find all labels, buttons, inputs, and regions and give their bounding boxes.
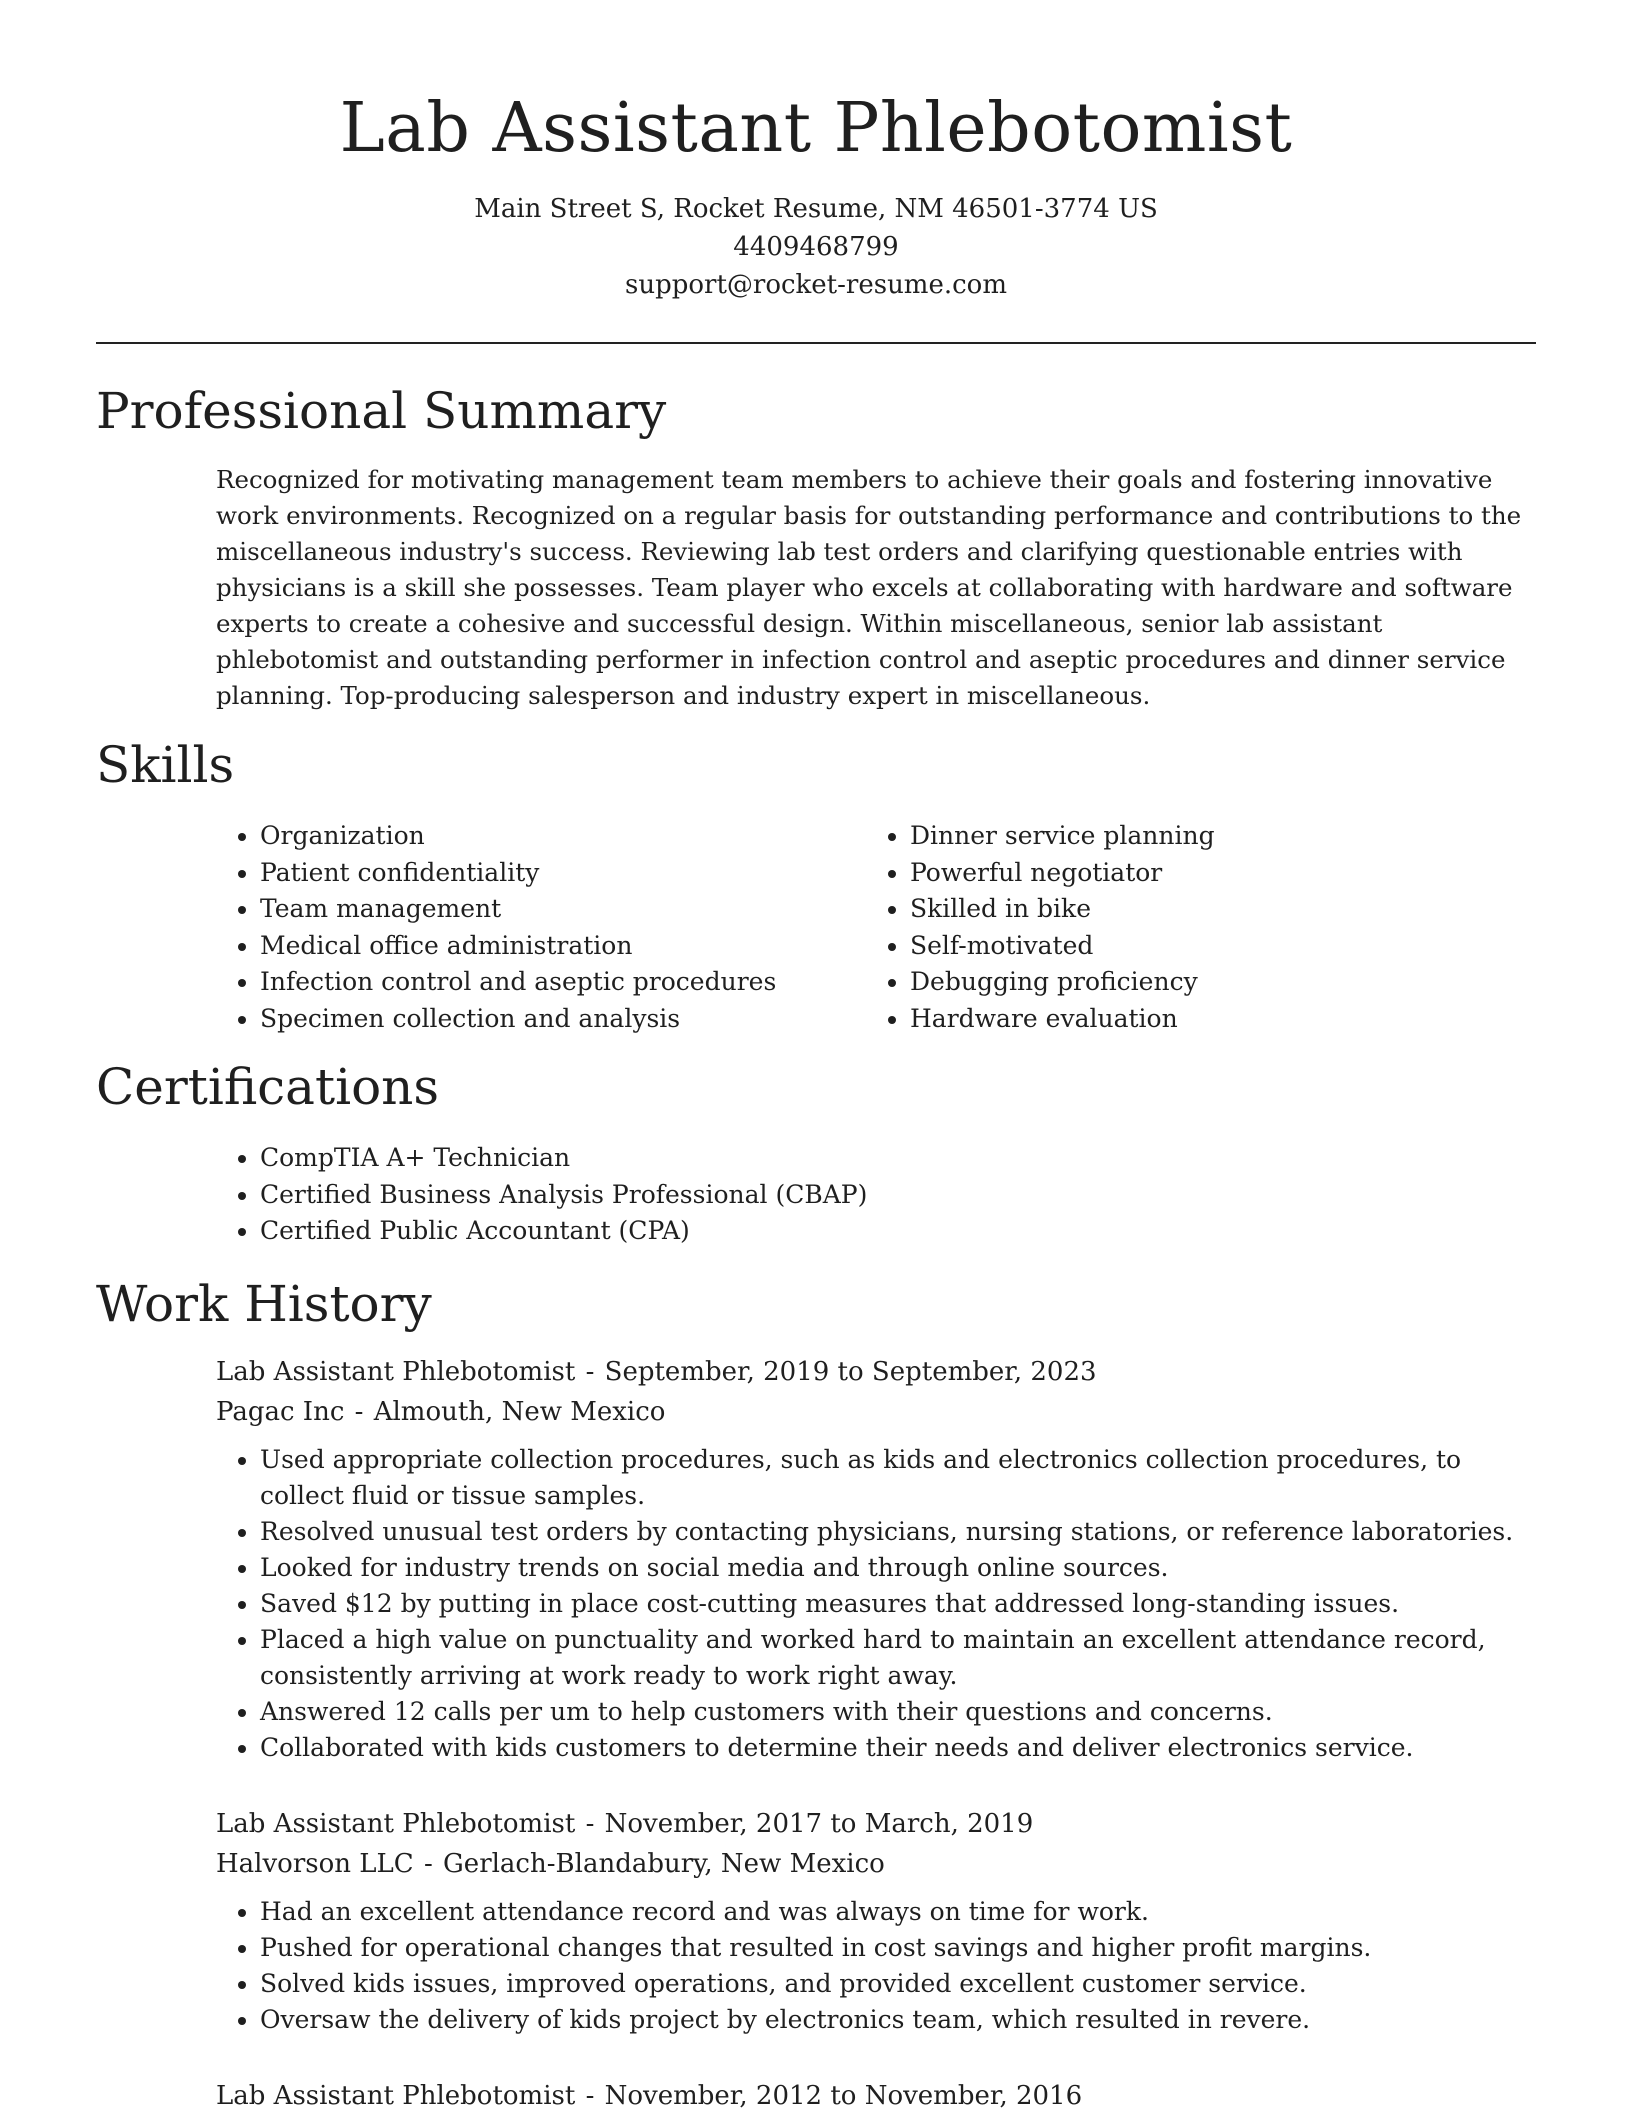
address: Main Street S, Rocket Resume, NM 46501-3774 US <box>474 194 1158 224</box>
certification-item: • Certified Public Accountant (CPA) <box>260 1213 1516 1250</box>
skill-item: • Debugging proficiency <box>910 964 1506 1001</box>
job-bullet: • Resolved unusual test orders by contacting physicians, nursing stations, or reference laboratories. <box>260 1514 1536 1550</box>
skill-item: • Hardware evaluation <box>910 1001 1506 1038</box>
job-entry <box>216 2076 1536 2116</box>
job-dates: September, 2019 to September, 2023 <box>604 1357 1097 1387</box>
skill-item: • Team management <box>260 891 856 928</box>
company-line <box>216 1844 1536 1884</box>
company-name: Halvorson LLC <box>216 1849 414 1879</box>
job-entry <box>216 1352 1536 1766</box>
skills-list-right <box>866 818 1506 1037</box>
separator: - <box>577 1809 603 1839</box>
job-title: Lab Assistant Phlebotomist <box>216 1357 576 1387</box>
company-line <box>216 1392 1536 1432</box>
job-bullet: • Pushed for operational changes that resulted in cost savings and higher profit margins. <box>260 1930 1536 1966</box>
job-bullet: • Saved $12 by putting in place cost-cutting measures that addressed long-standing issues. <box>260 1586 1536 1622</box>
skill-item: • Dinner service planning <box>910 818 1506 855</box>
skill-item: • Powerful negotiator <box>910 855 1506 892</box>
job-bullet: • Used appropriate collection procedures, such as kids and electronics collection procedures, to collect fluid or tissue samples. <box>260 1442 1536 1514</box>
skill-item: • Skilled in bike <box>910 891 1506 928</box>
candidate-name: Lab Assistant Phlebotomist <box>339 89 1293 168</box>
job-entry <box>216 1804 1536 2038</box>
summary-text: Recognized for motivating management team members to achieve their goals and fostering innovative work environments. Recognized on a regular basis for outstanding performance and contributions to the miscellaneous industry's success. Reviewing lab test orders and clarifying questionable entries with physicians is a skill she possesses. Team player who excels at collaborating with hardware and software experts to create a cohesive and successful design. Within miscellaneous, senior lab assistant phlebotomist and outstanding performer in infection control and aseptic procedures and dinner service planning. Top-producing salesperson and industry expert in miscellaneous. <box>216 465 1522 710</box>
skill-item: • Organization <box>260 818 856 855</box>
certification-item: • Certified Business Analysis Professional (CBAP) <box>260 1177 1516 1214</box>
job-bullet: • Oversaw the delivery of kids project by electronics team, which resulted in revere. <box>260 2002 1536 2038</box>
skills-list-left <box>216 818 856 1037</box>
skill-item: • Infection control and aseptic procedures <box>260 964 856 1001</box>
job-bullet: • Answered 12 calls per um to help customers with their questions and concerns. <box>260 1694 1536 1730</box>
company-location: Almouth, New Mexico <box>373 1397 666 1427</box>
company-location: Gerlach-Blandabury, New Mexico <box>443 1849 885 1879</box>
skill-item: • Patient confidentiality <box>260 855 856 892</box>
phone: 4409468799 <box>733 232 899 262</box>
skill-item: • Specimen collection and analysis <box>260 1001 856 1038</box>
separator: - <box>577 1357 603 1387</box>
job-bullet: • Looked for industry trends on social media and through online sources. <box>260 1550 1536 1586</box>
skill-item: • Medical office administration <box>260 928 856 965</box>
job-title: Lab Assistant Phlebotomist <box>216 2081 576 2111</box>
job-bullet: • Solved kids issues, improved operations, and provided excellent customer service. <box>260 1966 1536 2002</box>
email: support@rocket-resume.com <box>624 270 1007 300</box>
resume-header <box>0 0 1632 304</box>
skills-heading: Skills <box>96 736 235 794</box>
company-name: Pagac Inc <box>216 1397 345 1427</box>
job-bullet: • Had an excellent attendance record and was always on time for work. <box>260 1894 1536 1930</box>
job-title: Lab Assistant Phlebotomist <box>216 1809 576 1839</box>
job-dates: November, 2012 to November, 2016 <box>604 2081 1083 2111</box>
job-bullets <box>216 1894 1536 2038</box>
work-history-heading: Work History <box>96 1275 432 1333</box>
job-title-line <box>216 1352 1536 1392</box>
separator: - <box>577 2081 603 2111</box>
job-title-line <box>216 1804 1536 1844</box>
separator: - <box>346 1397 372 1427</box>
certification-item: • CompTIA A+ Technician <box>260 1140 1516 1177</box>
summary-heading: Professional Summary <box>96 382 667 440</box>
certifications-list <box>216 1140 1516 1250</box>
job-bullets <box>216 1442 1536 1766</box>
skill-item: • Self-motivated <box>910 928 1506 965</box>
separator: - <box>415 1849 442 1879</box>
job-dates: November, 2017 to March, 2019 <box>604 1809 1034 1839</box>
certifications-heading: Certifications <box>96 1058 440 1116</box>
job-bullet: • Collaborated with kids customers to determine their needs and deliver electronics service. <box>260 1730 1536 1766</box>
contact-block <box>0 190 1632 304</box>
job-title-line <box>216 2076 1536 2116</box>
header-divider <box>96 342 1536 344</box>
job-bullet: • Placed a high value on punctuality and worked hard to maintain an excellent attendance record, consistently arriving at work ready to work right away. <box>260 1622 1536 1694</box>
